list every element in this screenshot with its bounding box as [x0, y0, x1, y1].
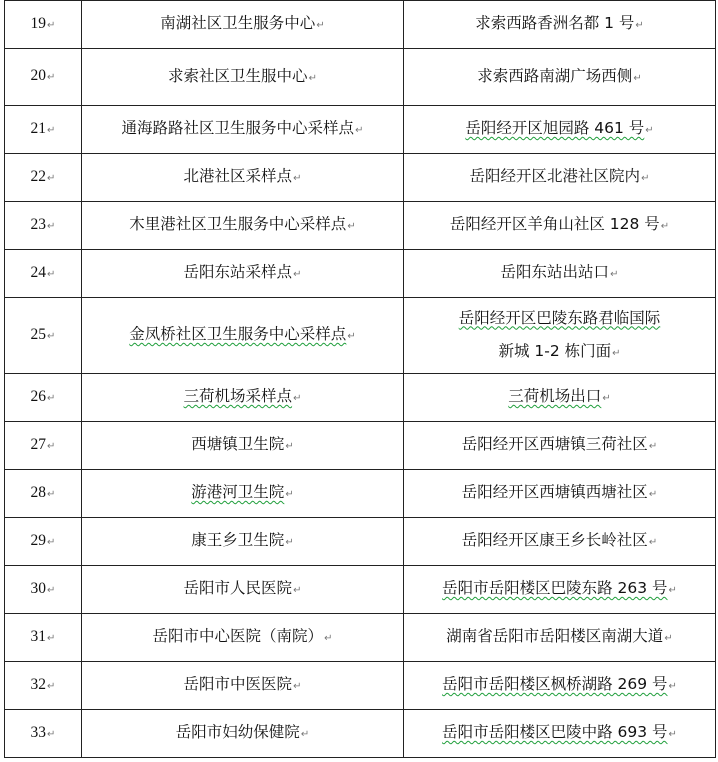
- paragraph-mark-icon: ↵: [47, 488, 56, 500]
- site-address-cell: [404, 710, 716, 758]
- row-number-cell: [5, 662, 82, 710]
- paragraph-mark-icon: ↵: [293, 585, 302, 596]
- site-address: 岳阳经开区北港社区院内: [469, 167, 641, 185]
- paragraph-mark-icon: ↵: [47, 632, 56, 644]
- site-address: 岳阳经开区旭园路 461 号: [465, 119, 645, 137]
- site-address: 岳阳经开区羊角山社区 128 号: [449, 215, 660, 233]
- row-number-cell: [5, 710, 82, 758]
- paragraph-mark-icon: ↵: [47, 584, 56, 596]
- row-number: 26: [30, 387, 47, 405]
- row-number-cell: [5, 470, 82, 518]
- site-address-cell: [404, 154, 716, 202]
- paragraph-mark-icon: ↵: [293, 173, 302, 184]
- paragraph-mark-icon: ↵: [300, 729, 310, 740]
- site-address-cell: [404, 422, 716, 470]
- site-name-cell: [82, 106, 404, 154]
- site-address: 岳阳经开区西塘镇西塘社区: [461, 483, 648, 501]
- site-name: 求索社区卫生服中心: [168, 66, 308, 85]
- site-address: 求索西路南湖广场西侧: [477, 66, 633, 85]
- row-number: 22: [30, 167, 47, 185]
- site-name-cell: [82, 518, 404, 566]
- table-row: [5, 710, 716, 758]
- paragraph-mark-icon: ↵: [47, 536, 56, 548]
- site-address-cell: [404, 106, 716, 154]
- row-number-cell: [5, 202, 82, 250]
- paragraph-mark-icon: ↵: [324, 633, 333, 644]
- site-address-cell: [404, 49, 716, 106]
- site-name-cell: [82, 470, 404, 518]
- site-address: 湖南省岳阳市岳阳楼区南湖大道: [446, 627, 664, 645]
- paragraph-mark-icon: ↵: [47, 124, 56, 136]
- paragraph-mark-icon: ↵: [648, 537, 658, 548]
- site-name-cell: [82, 49, 404, 106]
- paragraph-mark-icon: ↵: [47, 680, 56, 692]
- site-name-cell: [82, 250, 404, 298]
- paragraph-mark-icon: ↵: [47, 440, 56, 452]
- row-number: 31: [30, 627, 47, 645]
- row-number-cell: [5, 250, 82, 298]
- site-address-cell: [404, 566, 716, 614]
- site-name-cell: [82, 374, 404, 422]
- paragraph-mark-icon: ↵: [355, 125, 364, 136]
- paragraph-mark-icon: ↵: [668, 681, 677, 692]
- site-name: 岳阳市妇幼保健院: [175, 723, 300, 741]
- site-address: 岳阳市岳阳楼区巴陵东路 263 号: [442, 579, 668, 597]
- site-address-cell: [404, 470, 716, 518]
- table-row: [5, 250, 716, 298]
- paragraph-mark-icon: ↵: [668, 729, 677, 740]
- paragraph-mark-icon: ↵: [347, 221, 356, 232]
- site-name: 岳阳东站采样点: [183, 263, 293, 281]
- row-number: 20: [30, 67, 47, 84]
- row-number-cell: [5, 154, 82, 202]
- paragraph-mark-icon: ↵: [648, 441, 658, 452]
- paragraph-mark-icon: ↵: [47, 268, 56, 280]
- row-number: 23: [30, 215, 47, 233]
- site-address-cell: [404, 202, 716, 250]
- site-address: 岳阳市岳阳楼区巴陵中路 693 号: [442, 723, 668, 741]
- paragraph-mark-icon: ↵: [293, 393, 302, 404]
- paragraph-mark-icon: ↵: [641, 173, 650, 184]
- paragraph-mark-icon: ↵: [648, 489, 658, 500]
- table-row: [5, 662, 716, 710]
- row-number-cell: [5, 374, 82, 422]
- row-number-cell: [5, 614, 82, 662]
- site-address-cell: [404, 374, 716, 422]
- table-row: [5, 518, 716, 566]
- testing-sites-table: [4, 0, 716, 758]
- site-address-cell: [404, 298, 716, 374]
- site-address: 岳阳经开区西塘镇三荷社区: [461, 435, 648, 453]
- site-name-cell: [82, 614, 404, 662]
- row-number: 33: [30, 723, 47, 741]
- row-number-cell: [5, 298, 82, 374]
- paragraph-mark-icon: ↵: [285, 489, 294, 500]
- row-number: 21: [30, 119, 47, 137]
- row-number-cell: [5, 1, 82, 49]
- site-address: 求索西路香洲名都 1 号: [475, 14, 635, 32]
- paragraph-mark-icon: ↵: [633, 72, 642, 84]
- paragraph-mark-icon: ↵: [645, 125, 654, 136]
- site-name: 木里港社区卫生服务中心采样点: [129, 215, 347, 233]
- site-name: 金凤桥社区卫生服务中心采样点: [129, 325, 347, 343]
- paragraph-mark-icon: ↵: [47, 728, 56, 740]
- row-number-cell: [5, 106, 82, 154]
- paragraph-mark-icon: ↵: [285, 537, 294, 548]
- site-name: 北港社区采样点: [183, 167, 293, 185]
- paragraph-mark-icon: ↵: [610, 269, 619, 280]
- table-row: [5, 374, 716, 422]
- paragraph-mark-icon: ↵: [293, 681, 302, 692]
- row-number: 24: [30, 263, 47, 281]
- table-row: [5, 1, 716, 49]
- paragraph-mark-icon: ↵: [47, 19, 56, 31]
- paragraph-mark-icon: ↵: [664, 633, 673, 644]
- site-name: 岳阳市中心医院（南院）: [152, 627, 324, 645]
- row-number: 27: [30, 435, 47, 453]
- site-name-cell: [82, 662, 404, 710]
- paragraph-mark-icon: ↵: [47, 72, 56, 83]
- row-number: 30: [30, 579, 47, 597]
- site-address-cell: [404, 614, 716, 662]
- site-name-cell: [82, 298, 404, 374]
- site-address: 三荷机场出口: [508, 387, 602, 405]
- paragraph-mark-icon: ↵: [635, 20, 644, 31]
- table-row: [5, 106, 716, 154]
- site-name: 岳阳市中医医院: [183, 675, 293, 693]
- site-name: 康王乡卫生院: [191, 531, 285, 549]
- paragraph-mark-icon: ↵: [612, 347, 621, 359]
- row-number: 32: [30, 675, 47, 693]
- site-name-cell: [82, 566, 404, 614]
- table-row: [5, 154, 716, 202]
- site-name-cell: [82, 1, 404, 49]
- site-name-cell: [82, 202, 404, 250]
- paragraph-mark-icon: ↵: [308, 72, 317, 84]
- site-name: 西塘镇卫生院: [191, 435, 285, 453]
- paragraph-mark-icon: ↵: [602, 393, 611, 404]
- site-address-line-1: 岳阳经开区巴陵东路君临国际: [458, 308, 661, 327]
- site-address: 岳阳东站出站口: [500, 263, 610, 281]
- site-name: 三荷机场采样点: [183, 387, 293, 405]
- paragraph-mark-icon: ↵: [660, 221, 670, 232]
- paragraph-mark-icon: ↵: [47, 220, 56, 232]
- table-row: [5, 49, 716, 106]
- paragraph-mark-icon: ↵: [316, 20, 325, 31]
- table-row: [5, 422, 716, 470]
- paragraph-mark-icon: ↵: [347, 331, 356, 342]
- site-name: 南湖社区卫生服务中心: [160, 14, 316, 32]
- row-number: 29: [30, 531, 47, 549]
- site-name-cell: [82, 154, 404, 202]
- paragraph-mark-icon: ↵: [293, 269, 302, 280]
- row-number: 25: [30, 325, 47, 343]
- paragraph-mark-icon: ↵: [285, 441, 294, 452]
- table-row: [5, 298, 716, 374]
- site-name: 通海路路社区卫生服务中心采样点: [121, 119, 355, 137]
- site-name: 岳阳市人民医院: [183, 579, 293, 597]
- paragraph-mark-icon: ↵: [47, 172, 56, 184]
- site-address-cell: [404, 1, 716, 49]
- paragraph-mark-icon: ↵: [47, 392, 56, 404]
- row-number-cell: [5, 49, 82, 106]
- row-number: 19: [30, 14, 47, 32]
- site-name-cell: [82, 710, 404, 758]
- table-row: [5, 614, 716, 662]
- row-number-cell: [5, 518, 82, 566]
- site-name-cell: [82, 422, 404, 470]
- site-name: 游港河卫生院: [191, 483, 285, 501]
- site-address-cell: [404, 518, 716, 566]
- site-address: 岳阳经开区康王乡长岭社区: [461, 531, 648, 549]
- site-address-line-2: 新城 1-2 栋门面: [498, 341, 612, 360]
- site-address-cell: [404, 250, 716, 298]
- paragraph-mark-icon: ↵: [47, 330, 56, 342]
- site-address: 岳阳市岳阳楼区枫桥湖路 269 号: [442, 675, 668, 693]
- site-address-cell: [404, 662, 716, 710]
- row-number-cell: [5, 422, 82, 470]
- row-number-cell: [5, 566, 82, 614]
- table-row: [5, 566, 716, 614]
- table-row: [5, 202, 716, 250]
- paragraph-mark-icon: ↵: [668, 585, 677, 596]
- table-row: [5, 470, 716, 518]
- row-number: 28: [30, 483, 47, 501]
